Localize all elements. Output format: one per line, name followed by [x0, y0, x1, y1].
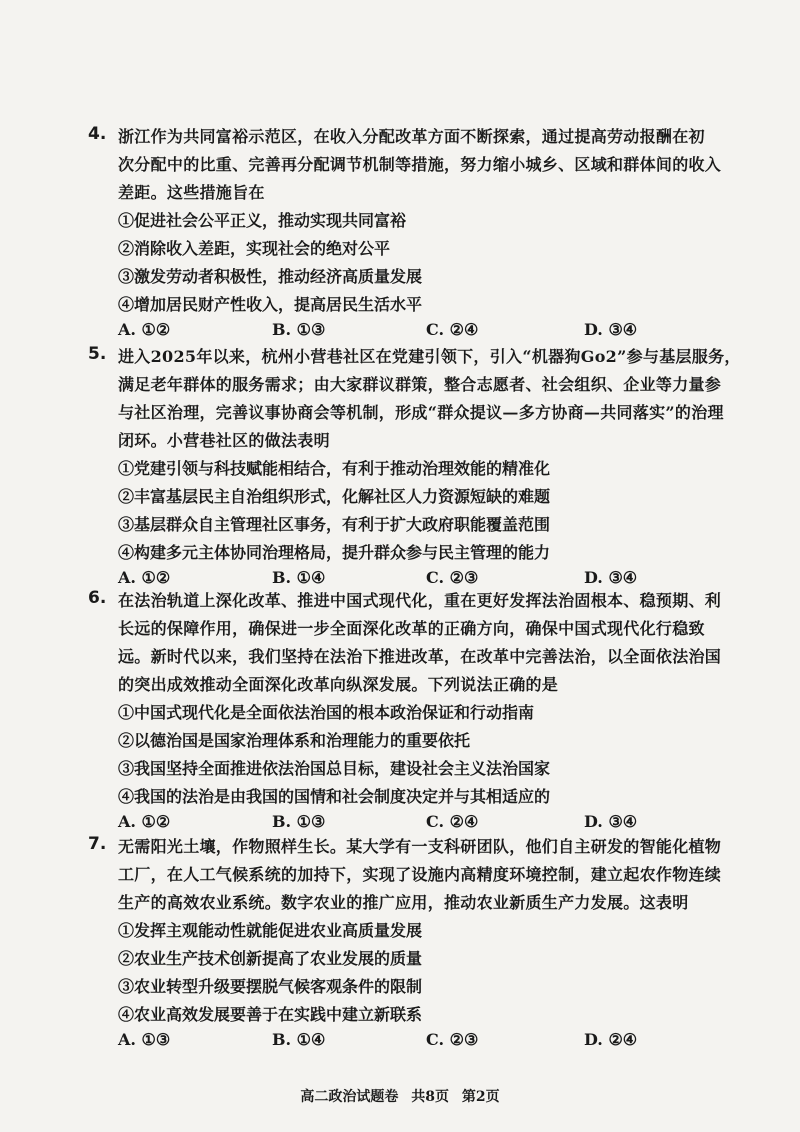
- question-stem-line: 在法治轨道上深化改革、推进中国式现代化，重在更好发挥法治固根本、稳预期、利: [118, 591, 722, 610]
- question-stem-line: 与社区治理，完善议事协商会等机制，形成“群众提议—多方协商—共同落实”的治理: [118, 403, 724, 422]
- answer-choice-b: B. ①④: [272, 568, 326, 587]
- answer-choice-c: C. ②④: [426, 812, 479, 831]
- answer-choice-c: C. ②③: [426, 568, 479, 587]
- statement-option: ③基层群众自主管理社区事务，有利于扩大政府职能覆盖范围: [118, 515, 551, 534]
- question-number: 6.: [88, 588, 107, 608]
- answer-choice-d: D. ③④: [584, 320, 638, 339]
- page-number: 第2页: [461, 1089, 500, 1105]
- answer-choice-a: A. ①③: [118, 1030, 171, 1049]
- statement-option: ③我国坚持全面推进依法治国总目标，建设社会主义法治国家: [118, 759, 551, 778]
- answer-choice-d: D. ②④: [584, 1030, 638, 1049]
- statement-option: ②以德治国是国家治理体系和治理能力的重要依托: [118, 731, 471, 750]
- answer-choice-a: A. ①②: [118, 320, 171, 339]
- question-stem-line: 长远的保障作用，确保进一步全面深化改革的正确方向，确保中国式现代化行稳致: [118, 619, 705, 638]
- answer-choice-a: A. ①②: [118, 812, 171, 831]
- total-pages: 共8页: [411, 1089, 449, 1105]
- statement-option: ③农业转型升级要摆脱气候客观条件的限制: [118, 977, 423, 996]
- answer-choice-d: D. ③④: [584, 812, 638, 831]
- page-footer: [0, 1086, 800, 1106]
- question-stem-line: 浙江作为共同富裕示范区，在收入分配改革方面不断探索，通过提高劳动报酬在初: [118, 127, 705, 146]
- question-stem-line: 生产的高效农业系统。数字农业的推广应用，推动农业新质生产力发展。这表明: [118, 893, 689, 912]
- statement-option: ②丰富基层民主自治组织形式，化解社区人力资源短缺的难题: [118, 487, 551, 506]
- statement-option: ①党建引领与科技赋能相结合，有利于推动治理效能的精准化: [118, 459, 551, 478]
- exam-title: 高二政治试题卷: [300, 1089, 399, 1105]
- question-stem-line: 无需阳光土壤，作物照样生长。某大学有一支科研团队，他们自主研发的智能化植物: [118, 837, 722, 856]
- statement-option: ①发挥主观能动性就能促进农业高质量发展: [118, 921, 423, 940]
- answer-choice-b: B. ①③: [272, 812, 326, 831]
- statement-option: ④农业高效发展要善于在实践中建立新联系: [118, 1005, 423, 1024]
- statement-option: ④构建多元主体协同治理格局，提升群众参与民主管理的能力: [118, 543, 551, 562]
- statement-option: ②农业生产技术创新提高了农业发展的质量: [118, 949, 423, 968]
- question-number: 4.: [88, 124, 107, 144]
- answer-choice-a: A. ①②: [118, 568, 171, 587]
- statement-option: ④我国的法治是由我国的国情和社会制度决定并与其相适应的: [118, 787, 551, 806]
- answer-choice-c: C. ②④: [426, 320, 479, 339]
- question-stem-line: 满足老年群体的服务需求；由大家群议群策，整合志愿者、社会组织、企业等力量参: [118, 375, 722, 394]
- answer-choice-b: B. ①④: [272, 1030, 326, 1049]
- question-stem-line: 的突出成效推动全面深化改革向纵深发展。下列说法正确的是: [118, 675, 559, 694]
- statement-option: ①促进社会公平正义，推动实现共同富裕: [118, 211, 407, 230]
- answer-choice-d: D. ③④: [584, 568, 638, 587]
- question-stem-line: 次分配中的比重、完善再分配调节机制等措施，努力缩小城乡、区域和群体间的收入: [118, 155, 722, 174]
- question-stem-line: 工厂，在人工气候系统的加持下，实现了设施内高精度环境控制，建立起农作物连续: [118, 865, 722, 884]
- question-stem-line: 进入2025年以来，杭州小营巷社区在党建引领下，引入“机器狗Go2”参与基层服务，: [118, 347, 741, 366]
- statement-option: ②消除收入差距，实现社会的绝对公平: [118, 239, 391, 258]
- question-stem-line: 远。新时代以来，我们坚持在法治下推进改革，在改革中完善法治，以全面依法治国: [118, 647, 722, 666]
- statement-option: ①中国式现代化是全面依法治国的根本政治保证和行动指南: [118, 703, 535, 722]
- answer-choice-b: B. ①③: [272, 320, 326, 339]
- question-number: 5.: [88, 344, 107, 364]
- statement-option: ③激发劳动者积极性，推动经济高质量发展: [118, 267, 423, 286]
- answer-choice-c: C. ②③: [426, 1030, 479, 1049]
- question-stem-line: 闭环。小营巷社区的做法表明: [118, 431, 330, 450]
- statement-option: ④增加居民财产性收入，提高居民生活水平: [118, 295, 423, 314]
- question-number: 7.: [88, 834, 107, 854]
- question-stem-line: 差距。这些措施旨在: [118, 183, 265, 202]
